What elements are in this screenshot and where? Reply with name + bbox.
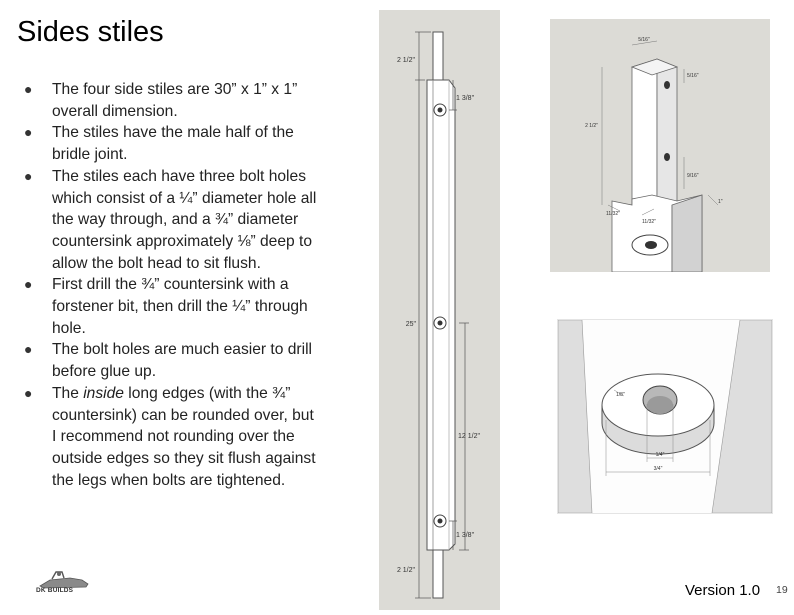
page-number: 19 (776, 584, 788, 596)
bullet-item (22, 122, 322, 165)
dim-hole-bottom: 9/16" (687, 173, 699, 179)
top-tenon (433, 32, 443, 80)
bullet-marker: ● (24, 341, 33, 358)
dim-top-tenon: 2 1/2" (396, 57, 415, 64)
joint-detail-drawing (550, 19, 770, 272)
bolt-hole-top-icon (434, 104, 446, 116)
dim-length: 2 1/2" (585, 123, 598, 129)
countersink-detail-panel (557, 319, 773, 514)
dim-bottom-hole: 1 3/8" (456, 532, 475, 539)
bullet-marker: ● (24, 124, 33, 141)
dim-shoulder-left: 11/32" (606, 211, 620, 217)
bullet-marker: ● (24, 81, 33, 97)
dim-depth: 1/8" (616, 392, 625, 398)
bullet-text-suffix: long edges (with the ¾” countersink) can be rounded over, but I recommend not rounding over the outside edges so they sit flush against the legs when bolts are tightened. (52, 384, 316, 489)
version-label: Version 1.0 (685, 582, 761, 599)
dim-shoulder-right: 11/32" (642, 219, 656, 225)
tenon-face (632, 59, 657, 205)
bullet-text-prefix: The (52, 384, 84, 402)
bullet-item (22, 79, 322, 122)
tenon-hole-bottom-icon (664, 153, 670, 161)
countersink-disc-icon (602, 374, 714, 454)
slide-title: Sides stiles (17, 16, 164, 48)
bullet-marker: ● (24, 276, 33, 293)
bullet-item (22, 339, 322, 382)
joint-detail-panel (550, 19, 770, 272)
stile-drawing-panel (379, 10, 500, 610)
dim-hole-top: 5/16" (687, 73, 699, 79)
dim-middle: 25" (405, 321, 416, 328)
bullet-text: First drill the ¾” countersink with a forstener bit, then drill the ¼” through hole. (52, 276, 308, 337)
dim-diameter: 3/4" (653, 466, 663, 472)
dim-bottom-tenon: 2 1/2" (396, 567, 415, 574)
bullet-marker: ● (24, 167, 33, 184)
dim-width: 5/16" (638, 37, 650, 43)
bottom-tenon (433, 550, 443, 598)
dim-hole: 1/4" (655, 452, 665, 458)
dim-half: 12 1/2" (458, 433, 480, 440)
bolt-hole-middle-icon (434, 317, 446, 329)
bullet-item (22, 383, 322, 492)
bullet-text: The stiles each have three bolt holes which consist of a ¼” diameter hole all the way through, and a ¾” diameter countersink approximately ⅛” deep to allow the bolt head to sit flush. (52, 167, 317, 272)
tenon-hole-top-icon (664, 81, 670, 89)
stile-drawing (379, 10, 500, 610)
countersink-detail-drawing (558, 320, 772, 513)
bullet-text: The stiles have the male half of the bridle joint. (52, 124, 294, 164)
bullet-list (22, 79, 322, 491)
logo-text: DK BUILDS (36, 587, 74, 594)
bullet-text: The four side stiles are 30” x 1” x 1” overall dimension. (52, 81, 298, 120)
dim-thickness: 1" (718, 199, 723, 205)
bullet-item (22, 274, 322, 339)
countersink-hole-icon (632, 235, 668, 255)
bolt-hole-bottom-icon (434, 515, 446, 527)
dim-top-hole: 1 3/8" (456, 95, 475, 102)
bullet-text: The bolt holes are much easier to drill before glue up. (52, 341, 313, 381)
bullet-text-italic: inside (83, 384, 124, 402)
bullet-item (22, 166, 322, 275)
stile-body (427, 80, 455, 550)
bullet-marker: ● (24, 384, 33, 401)
